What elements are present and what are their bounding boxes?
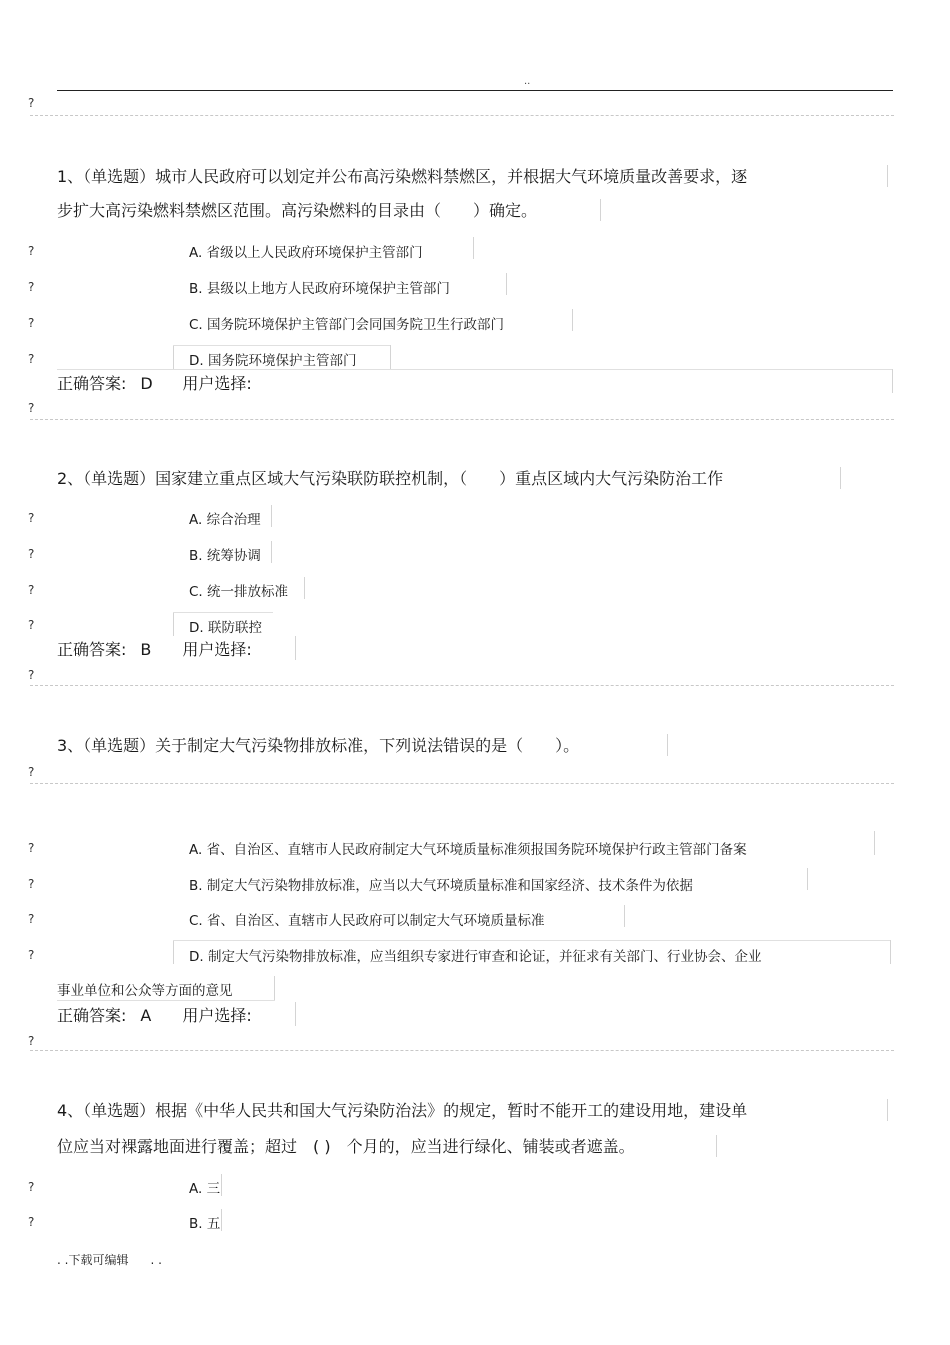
bullet-marker: ? — [28, 583, 35, 597]
text-box-edge — [173, 940, 891, 941]
text-box-edge — [173, 345, 174, 369]
text-box-edge — [887, 165, 888, 187]
text-box-edge — [892, 369, 893, 393]
text-box-edge — [572, 309, 573, 331]
text-box-edge — [295, 636, 296, 660]
text-box-edge — [221, 1209, 222, 1231]
text-box-edge — [274, 976, 275, 1000]
text-box-edge — [624, 905, 625, 927]
question-1-option-c[interactable]: C. 国务院环境保护主管部门会同国务院卫生行政部门 — [189, 317, 505, 333]
question-3-option-b[interactable]: B. 制定大气污染物排放标准，应当以大气环境质量标准和国家经济、技术条件为依据 — [189, 878, 693, 894]
text-box-edge — [173, 612, 174, 636]
bullet-marker: ? — [28, 877, 35, 891]
question-2-answer-row — [57, 637, 252, 660]
question-2-option-b[interactable]: B. 统筹协调 — [189, 548, 261, 564]
text-box-edge — [890, 940, 891, 964]
question-1-text-line1: 1、（单选题）城市人民政府可以划定并公布高污染燃料禁燃区，并根据大气环境质量改善要求，逐 — [57, 167, 748, 186]
bullet-marker: ? — [28, 841, 35, 855]
question-2-option-c[interactable]: C. 统一排放标准 — [189, 584, 289, 600]
question-1-answer-row — [57, 371, 252, 394]
question-4-option-a[interactable]: A. 三 — [189, 1181, 221, 1197]
question-1-option-d[interactable]: D. 国务院环境保护主管部门 — [189, 353, 357, 369]
header-rule — [57, 90, 893, 91]
text-box-edge — [295, 1002, 296, 1026]
text-box-edge — [874, 831, 875, 855]
bullet-marker: ? — [28, 948, 35, 962]
correct-answer-value: A — [140, 1006, 152, 1025]
bullet-marker: ? — [28, 1215, 35, 1229]
question-2-text-line1: 2、（单选题）国家建立重点区域大气污染联防联控机制，（ ）重点区域内大气污染防治工作 — [57, 469, 724, 488]
question-3-option-a[interactable]: A. 省、自治区、直辖市人民政府制定大气环境质量标准须报国务院环境保护行政主管部门备案 — [189, 842, 747, 858]
question-3-option-c[interactable]: C. 省、自治区、直辖市人民政府可以制定大气环境质量标准 — [189, 913, 545, 929]
question-4-option-b[interactable]: B. 五 — [189, 1216, 221, 1232]
user-choice-label: 用户选择: — [182, 640, 252, 659]
question-4-text-line1: 4、（单选题）根据《中华人民共和国大气污染防治法》的规定，暂时不能开工的建设用地，建设单 — [57, 1101, 748, 1120]
bullet-marker: ? — [28, 316, 35, 330]
correct-answer-value: D — [140, 374, 153, 393]
page-footer — [57, 1251, 162, 1268]
question-3-text-line1: 3、（单选题）关于制定大气污染物排放标准，下列说法错误的是（ ）。 — [57, 736, 580, 755]
text-box-edge — [390, 345, 391, 369]
text-box-edge — [840, 467, 841, 489]
bullet-marker: ? — [28, 765, 35, 779]
bullet-marker: ? — [28, 401, 35, 415]
question-2-option-a[interactable]: A. 综合治理 — [189, 512, 261, 528]
correct-answer-label: 正确答案: — [57, 374, 127, 393]
bullet-marker: ? — [28, 1180, 35, 1194]
footer-left-text: . .下载可编辑 — [57, 1253, 129, 1267]
text-box-edge — [271, 505, 272, 527]
bullet-marker: ? — [28, 280, 35, 294]
text-box-edge — [506, 273, 507, 295]
question-1-option-a[interactable]: A. 省级以上人民政府环境保护主管部门 — [189, 245, 423, 261]
header-dots: .. — [524, 76, 531, 87]
question-4-text-line2: 位应当对裸露地面进行覆盖；超过 ( ) 个月的，应当进行绿化、铺装或者遮盖。 — [57, 1137, 635, 1156]
correct-answer-value: B — [140, 640, 152, 659]
text-box-edge — [600, 199, 601, 221]
text-box-edge — [887, 1099, 888, 1121]
dashed-separator — [30, 783, 894, 784]
bullet-marker: ? — [28, 96, 35, 110]
question-3-option-d-continuation: 事业单位和公众等方面的意见 — [57, 983, 233, 999]
text-box-edge — [304, 577, 305, 599]
question-3-option-d[interactable]: D. 制定大气污染物排放标准，应当组织专家进行审查和论证，并征求有关部门、行业协会、企业 — [189, 949, 762, 965]
text-box-edge — [173, 612, 273, 613]
text-box-edge — [807, 868, 808, 890]
text-box-edge — [173, 345, 391, 346]
bullet-marker: ? — [28, 668, 35, 682]
question-2-option-d[interactable]: D. 联防联控 — [189, 620, 262, 636]
question-1-text-line2: 步扩大高污染燃料禁燃区范围。高污染燃料的目录由（ ）确定。 — [57, 201, 538, 220]
user-choice-label: 用户选择: — [182, 374, 252, 393]
text-box-edge — [271, 541, 272, 563]
bullet-marker: ? — [28, 912, 35, 926]
correct-answer-label: 正确答案: — [57, 640, 127, 659]
bullet-marker: ? — [28, 1034, 35, 1048]
question-3-answer-row — [57, 1003, 252, 1026]
text-box-edge — [173, 940, 174, 964]
bullet-marker: ? — [28, 547, 35, 561]
text-box-edge — [716, 1135, 717, 1157]
user-choice-label: 用户选择: — [182, 1006, 252, 1025]
correct-answer-label: 正确答案: — [57, 1006, 127, 1025]
dashed-separator — [30, 115, 894, 116]
dashed-separator — [30, 1050, 894, 1051]
bullet-marker: ? — [28, 352, 35, 366]
question-1-option-b[interactable]: B. 县级以上地方人民政府环境保护主管部门 — [189, 281, 450, 297]
footer-right-text: . . — [150, 1253, 162, 1267]
bullet-marker: ? — [28, 244, 35, 258]
text-box-edge — [667, 734, 668, 756]
dashed-separator — [30, 419, 894, 420]
text-box-edge — [221, 1174, 222, 1196]
dashed-separator — [30, 685, 894, 686]
text-box-edge — [473, 237, 474, 259]
bullet-marker: ? — [28, 618, 35, 632]
text-box-edge — [57, 369, 893, 370]
text-box-edge — [57, 1000, 275, 1001]
bullet-marker: ? — [28, 511, 35, 525]
